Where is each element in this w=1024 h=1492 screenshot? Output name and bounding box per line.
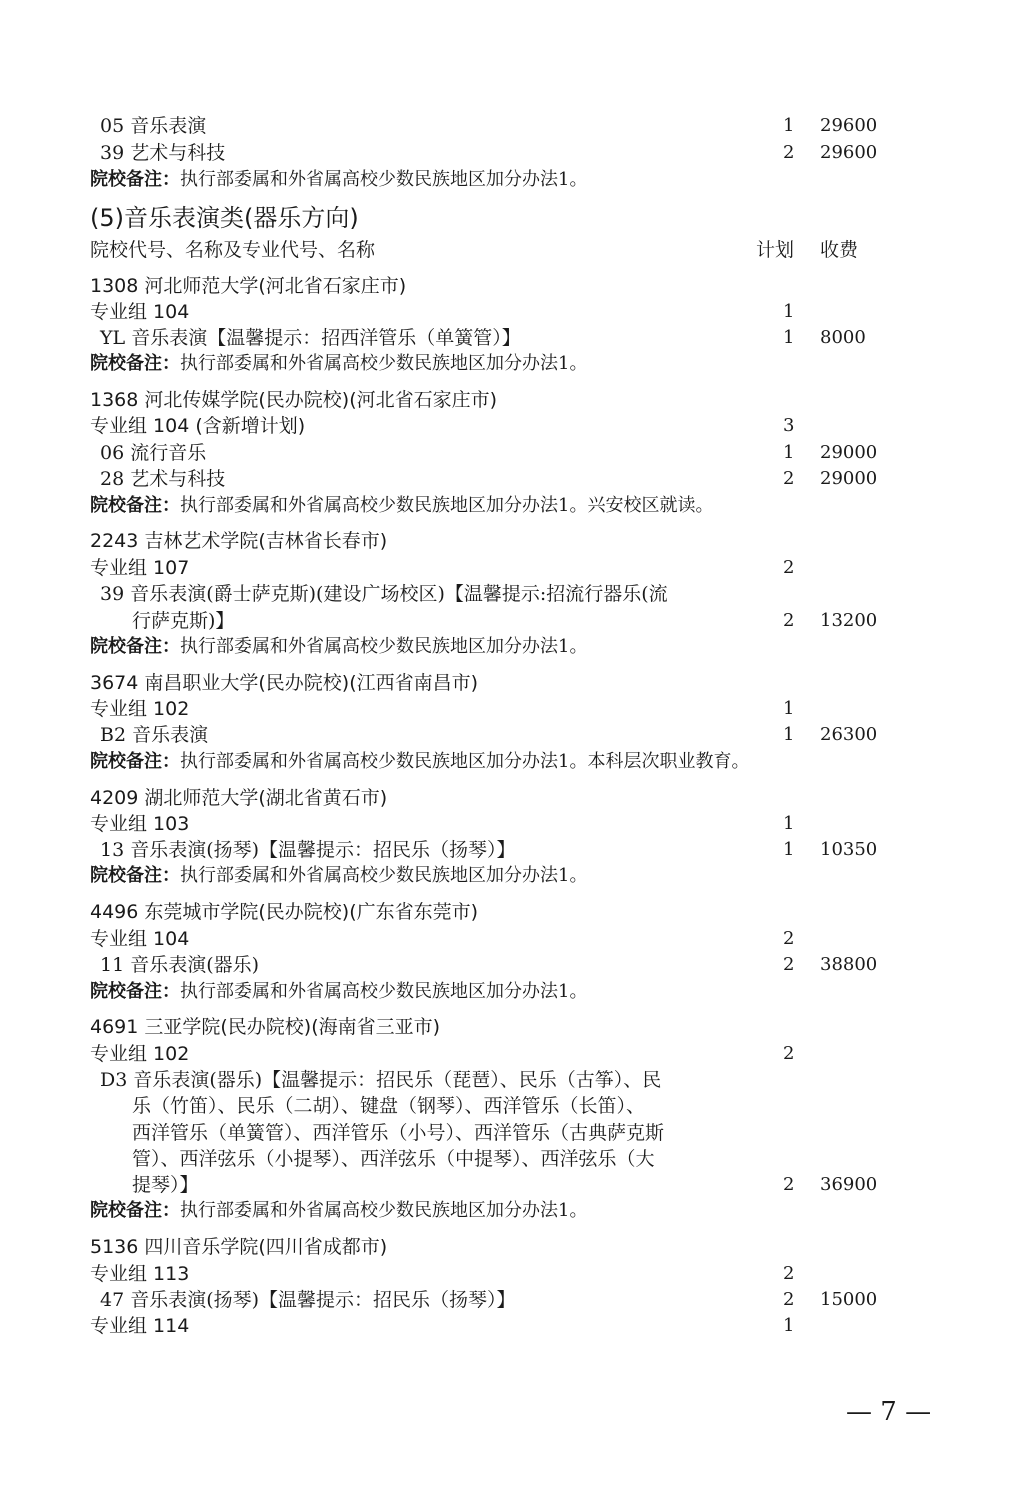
major-text: 西洋管乐（单簧管）、西洋管乐（小号）、西洋管乐（古典萨克斯 <box>132 1122 665 1144</box>
group-text: 专业组 114 <box>90 1315 190 1337</box>
plan-count: 1 <box>783 698 795 719</box>
school-name-text: 2243 吉林艺术学院(吉林省长春市) <box>90 530 388 552</box>
major-text: 06 流行音乐 <box>100 442 207 464</box>
major-row <box>0 465 1024 493</box>
header-left: 院校代号、名称及专业代号、名称 <box>90 239 376 261</box>
group-row <box>0 925 1024 953</box>
group-text: 专业组 107 <box>90 557 190 579</box>
major-row <box>0 951 1024 979</box>
header-plan: 计划 <box>756 239 795 261</box>
major-row <box>0 836 1024 864</box>
group-text: 专业组 103 <box>90 813 190 835</box>
fee-amount: 29600 <box>820 115 878 136</box>
school-name-text: 4209 湖北师范大学(湖北省黄石市) <box>90 787 388 809</box>
group-row <box>0 810 1024 838</box>
school-name <box>0 784 1024 812</box>
major-row <box>0 1286 1024 1314</box>
major-text: 28 艺术与科技 <box>100 468 226 490</box>
group-row <box>0 695 1024 723</box>
school-name <box>0 898 1024 926</box>
school-name <box>0 272 1024 300</box>
fee-amount: 29600 <box>820 142 878 163</box>
note-text: 执行部委属和外省属高校少数民族地区加分办法1。 <box>180 353 588 374</box>
group-text: 专业组 104 <box>90 301 190 323</box>
group-text: 专业组 104 (含新增计划) <box>90 415 306 437</box>
plan-count: 2 <box>783 142 795 163</box>
note-text: 执行部委属和外省属高校少数民族地区加分办法1。 <box>180 981 588 1002</box>
note-label: 院校备注： <box>90 353 180 374</box>
fee-amount: 29000 <box>820 468 878 489</box>
note-label: 院校备注： <box>90 169 180 190</box>
school-name <box>0 1013 1024 1041</box>
plan-count: 2 <box>783 610 795 631</box>
plan-count: 3 <box>783 415 795 436</box>
table-header <box>0 236 1024 264</box>
note-text: 执行部委属和外省属高校少数民族地区加分办法1。 <box>180 1200 588 1221</box>
major-row-continued <box>0 1145 1024 1173</box>
major-text: 乐（竹笛）、民乐（二胡）、键盘（钢琴）、西洋管乐（长笛）、 <box>132 1095 646 1117</box>
school-name-text: 5136 四川音乐学院(四川省成都市) <box>90 1236 388 1258</box>
group-text: 专业组 113 <box>90 1263 190 1285</box>
school-note <box>0 166 1024 194</box>
group-row <box>0 412 1024 440</box>
note-label: 院校备注： <box>90 751 180 772</box>
fee-amount: 15000 <box>820 1289 878 1310</box>
school-name-text: 1368 河北传媒学院(民办院校)(河北省石家庄市) <box>90 389 498 411</box>
major-text: 管）、西洋弦乐（小提琴）、西洋弦乐（中提琴）、西洋弦乐（大 <box>132 1148 655 1170</box>
plan-count: 1 <box>783 724 795 745</box>
major-text: YL 音乐表演【温馨提示：招西洋管乐（单簧管）】 <box>100 327 521 349</box>
page-number: — 7 — <box>846 1397 932 1427</box>
note-label: 院校备注： <box>90 636 180 657</box>
fee-amount: 26300 <box>820 724 878 745</box>
plan-count: 2 <box>783 1289 795 1310</box>
group-row <box>0 554 1024 582</box>
major-row <box>0 139 1024 167</box>
note-text: 执行部委属和外省属高校少数民族地区加分办法1。兴安校区就读。 <box>180 495 714 516</box>
school-name-text: 4691 三亚学院(民办院校)(海南省三亚市) <box>90 1016 441 1038</box>
plan-count: 1 <box>783 115 795 136</box>
section-title <box>0 204 1024 232</box>
note-text: 执行部委属和外省属高校少数民族地区加分办法1。 <box>180 169 588 190</box>
major-row <box>0 721 1024 749</box>
major-text: 47 音乐表演(扬琴)【温馨提示：招民乐（扬琴）】 <box>100 1289 516 1311</box>
school-name-text: 4496 东莞城市学院(民办院校)(广东省东莞市) <box>90 901 479 923</box>
plan-count: 2 <box>783 557 795 578</box>
note-label: 院校备注： <box>90 495 180 516</box>
note-text: 执行部委属和外省属高校少数民族地区加分办法1。本科层次职业教育。 <box>180 751 750 772</box>
school-name <box>0 669 1024 697</box>
major-row-continued <box>0 607 1024 635</box>
note-label: 院校备注： <box>90 981 180 1002</box>
major-text: 提琴）】 <box>132 1174 199 1196</box>
group-text: 专业组 104 <box>90 928 190 950</box>
major-text: D3 音乐表演(器乐)【温馨提示：招民乐（琵琶）、民乐（古筝）、民 <box>100 1069 662 1091</box>
school-name <box>0 386 1024 414</box>
group-row <box>0 1040 1024 1068</box>
school-note <box>0 350 1024 378</box>
school-name <box>0 527 1024 555</box>
plan-count: 1 <box>783 1315 795 1336</box>
plan-count: 2 <box>783 468 795 489</box>
school-note <box>0 492 1024 520</box>
major-row <box>0 112 1024 140</box>
major-text: 05 音乐表演 <box>100 115 207 137</box>
plan-count: 2 <box>783 954 795 975</box>
major-text: 13 音乐表演(扬琴)【温馨提示：招民乐（扬琴）】 <box>100 839 516 861</box>
school-name-text: 1308 河北师范大学(河北省石家庄市) <box>90 275 407 297</box>
school-note <box>0 633 1024 661</box>
plan-count: 2 <box>783 928 795 949</box>
note-label: 院校备注： <box>90 865 180 886</box>
major-text: 11 音乐表演(器乐) <box>100 954 260 976</box>
school-note <box>0 978 1024 1006</box>
major-text: 行萨克斯)】 <box>132 610 235 632</box>
major-row <box>0 439 1024 467</box>
fee-amount: 29000 <box>820 442 878 463</box>
note-text: 执行部委属和外省属高校少数民族地区加分办法1。 <box>180 865 588 886</box>
school-note <box>0 862 1024 890</box>
plan-count: 2 <box>783 1263 795 1284</box>
group-row <box>0 1312 1024 1340</box>
fee-amount: 38800 <box>820 954 878 975</box>
school-note <box>0 748 1024 776</box>
group-text: 专业组 102 <box>90 698 190 720</box>
major-row <box>0 580 1024 608</box>
header-fee: 收费 <box>820 239 859 261</box>
major-text: B2 音乐表演 <box>100 724 209 746</box>
major-text: 39 艺术与科技 <box>100 142 226 164</box>
major-text: 39 音乐表演(爵士萨克斯)(建设广场校区)【温馨提示:招流行器乐(流 <box>100 583 668 605</box>
plan-count: 2 <box>783 1043 795 1064</box>
plan-count: 1 <box>783 839 795 860</box>
group-row <box>0 298 1024 326</box>
group-text: 专业组 102 <box>90 1043 190 1065</box>
note-text: 执行部委属和外省属高校少数民族地区加分办法1。 <box>180 636 588 657</box>
plan-count: 1 <box>783 301 795 322</box>
plan-count: 1 <box>783 327 795 348</box>
plan-count: 1 <box>783 442 795 463</box>
fee-amount: 36900 <box>820 1174 878 1195</box>
group-row <box>0 1260 1024 1288</box>
fee-amount: 13200 <box>820 610 878 631</box>
note-label: 院校备注： <box>90 1200 180 1221</box>
plan-count: 2 <box>783 1174 795 1195</box>
fee-amount: 8000 <box>820 327 866 348</box>
school-name-text: 3674 南昌职业大学(民办院校)(江西省南昌市) <box>90 672 479 694</box>
major-row-continued <box>0 1171 1024 1199</box>
major-row-continued <box>0 1092 1024 1120</box>
section-title-text: (5)音乐表演类(器乐方向) <box>90 204 359 232</box>
major-row <box>0 1066 1024 1094</box>
plan-count: 1 <box>783 813 795 834</box>
school-name <box>0 1233 1024 1261</box>
major-row-continued <box>0 1119 1024 1147</box>
school-note <box>0 1197 1024 1225</box>
major-row <box>0 324 1024 352</box>
fee-amount: 10350 <box>820 839 878 860</box>
